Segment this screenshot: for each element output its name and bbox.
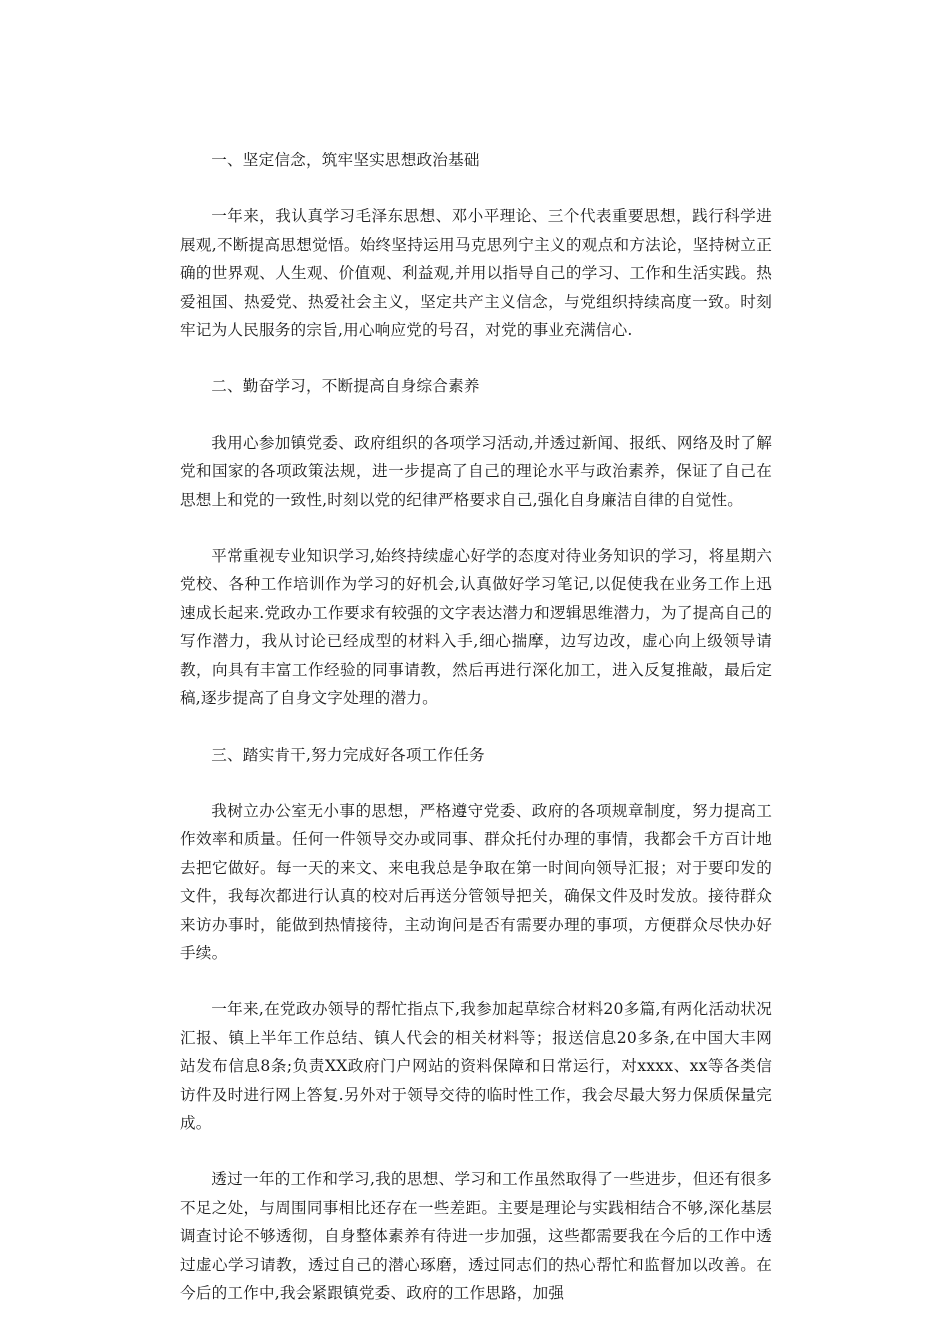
section-3-paragraph-3: 透过一年的工作和学习,我的思想、学习和工作虽然取得了一些进步，但还有很多不足之处，与周围同事相比还存在一些差距。主要是理论与实践相结合不够,深化基层调查讨论不够透彻，自身整体素养有待进一步加强，这些都需要我在今后的工作中透过虚心学习请教，透过自己的潜心琢磨，透过同志们的热心帮忙和监督加以改善。在今后的工作中,我会紧跟镇党委、政府的工作思路，加强 (180, 1170, 772, 1302)
document-body (180, 146, 772, 1307)
section-heading-1: 一、坚定信念，筑牢坚实思想政治基础 (211, 151, 480, 169)
section-heading-2: 二、勤奋学习，不断提高自身综合素养 (211, 377, 480, 396)
section-2-paragraph-2: 平常重视专业知识学习,始终持续虚心好学的态度对待业务知识的学习，将星期六党校、各种工作培训作为学习的好机会,认真做好学习笔记,以促使我在业务工作上迅速成长起来.党政办工作要求有较强的文字表达潜力和逻辑思维潜力，为了提高自己的写作潜力，我从讨论已经成型的材料入手,细心揣摩，边写边改，虚心向上级领导请教，向具有丰富工作经验的同事请教，然后再进行深化加工，进入反复推敲，最后定稿,逐步提高了自身文字处理的潜力。 (180, 547, 772, 708)
section-3-paragraph-2: 一年来,在党政办领导的帮忙指点下,我参加起草综合材料20多篇,有两化活动状况汇报、镇上半年工作总结、镇人代会的相关材料等；报送信息20多条,在中国大丰网站发布信息8条;负责XX政府门户网站的资料保障和日常运行，对xxxx、xx等各类信访件及时进行网上答复.另外对于领导交待的临时性工作，我会尽最大努力保质保量完成。 (180, 1000, 772, 1132)
section-3-paragraph-1: 我树立办公室无小事的思想，严格遵守党委、政府的各项规章制度，努力提高工作效率和质量。任何一件领导交办或同事、群众托付办理的事情，我都会千方百计地去把它做好。每一天的来文、来电我总是争取在第一时间向领导汇报；对于要印发的文件，我每次都进行认真的校对后再送分管领导把关，确保文件及时发放。接待群众来访办事时，能做到热情接待，主动询问是否有需要办理的事项，方便群众尽快办好手续。 (180, 801, 772, 962)
section-2-paragraph-1: 我用心参加镇党委、政府组织的各项学习活动,并透过新闻、报纸、网络及时了解党和国家的各项政策法规，进一步提高了自己的理论水平与政治素养，保证了自己在思想上和党的一致性,时刻以党的纪律严格要求自己,强化自身廉洁自律的自觉性。 (180, 433, 772, 509)
section-1-paragraph-1: 一年来，我认真学习毛泽东思想、邓小平理论、三个代表重要思想，践行科学进展观,不断提高思想觉悟。始终坚持运用马克思列宁主义的观点和方法论，坚持树立正确的世界观、人生观、价值观、利益观,并用以指导自己的学习、工作和生活实践。热爱祖国、热爱党、热爱社会主义，坚定共产主义信念，与党组织持续高度一致。时刻牢记为人民服务的宗旨,用心响应党的号召，对党的事业充满信心. (180, 207, 772, 340)
section-heading-3: 三、踏实肯干,努力完成好各项工作任务 (211, 745, 485, 764)
